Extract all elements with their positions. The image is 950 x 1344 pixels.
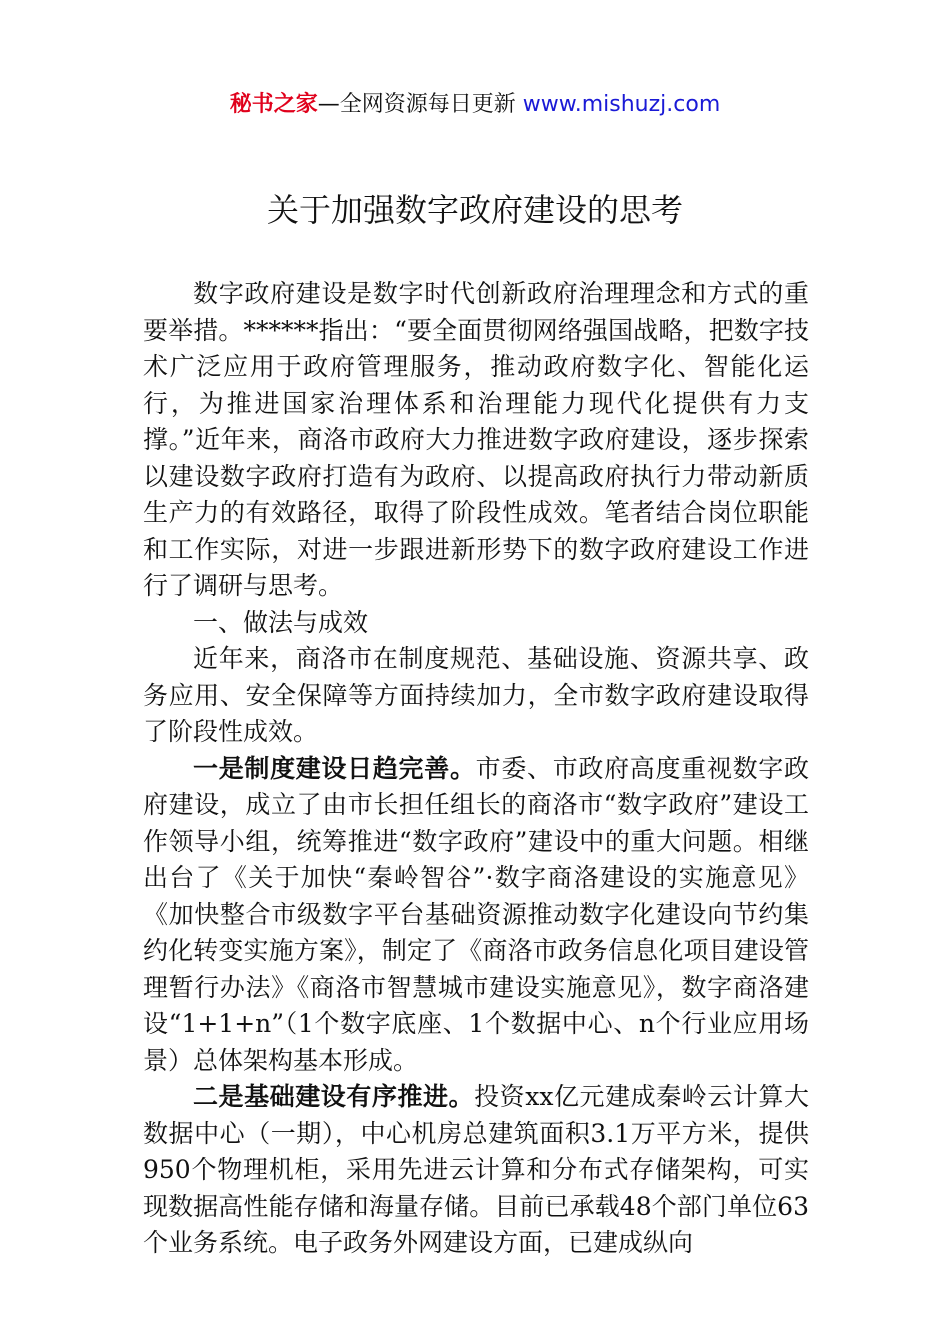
site-url-link[interactable]: www.mishuzj.com (522, 92, 721, 117)
document-body (143, 276, 809, 1262)
section-heading-text: 一、做法与成效 (193, 607, 369, 637)
paragraph-text: 数字政府建设是数字时代创新政府治理理念和方式的重要举措。******指出：“要全面贯彻网络强国战略，把数字技术广泛应用于政府管理服务，推动政府数字化、智能化运行，为推进国家治理体系和治理能力现代化提供有力支撑。”近年来，商洛市政府大力推进数字政府建设，逐步探索以建设数字政府打造有为政府、以提高政府执行力带动新质生产力的有效路径，取得了阶段性成效。笔者结合岗位职能和工作实际，对进一步跟进新形势下的数字政府建设工作进行了调研与思考。 (143, 279, 809, 600)
paragraph-text: 投资xx亿元建成秦岭云计算大数据中心（一期），中心机房总建筑面积3.1万平方米，提供950个物理机柜，采用先进云计算和分布式存储架构，可实现数据高性能存储和海量存储。目前已承载48个部门单位63个业务系统。电子政务外网建设方面，已建成纵向 (143, 1082, 809, 1257)
body-paragraph (143, 641, 809, 751)
paragraph-text: 近年来，商洛市在制度规范、基础设施、资源共享、政务应用、安全保障等方面持续加力，全市数字政府建设取得了阶段性成效。 (143, 644, 809, 746)
section-heading (143, 605, 809, 642)
paragraph-text: 市委、市政府高度重视数字政府建设，成立了由市长担任组长的商洛市“数字政府”建设工作领导小组，统筹推进“数字政府”建设中的重大问题。相继出台了《关于加快“秦岭智谷”·数字商洛建设的实施意见》《加快整合市级数字平台基础资源推动数字化建设向节约集约化转变实施方案》，制定了《商洛市政务信息化项目建设管理暂行办法》《商洛市智慧城市建设实施意见》，数字商洛建设“1+1+n”（1个数字底座、1个数据中心、n个行业应用场景）总体架构基本形成。 (143, 753, 809, 1075)
site-tagline: —全网资源每日更新 (317, 92, 523, 117)
body-paragraph (143, 1079, 809, 1262)
body-paragraph (143, 276, 809, 605)
site-brand[interactable]: 秘书之家 (229, 92, 318, 117)
paragraph-lead: 二是基础建设有序推进。 (193, 1082, 475, 1111)
paragraph-lead: 一是制度建设日趋完善。 (193, 753, 476, 783)
document-title: 关于加强数字政府建设的思考 (266, 191, 683, 229)
body-paragraph (143, 751, 809, 1080)
site-header (0, 88, 950, 122)
